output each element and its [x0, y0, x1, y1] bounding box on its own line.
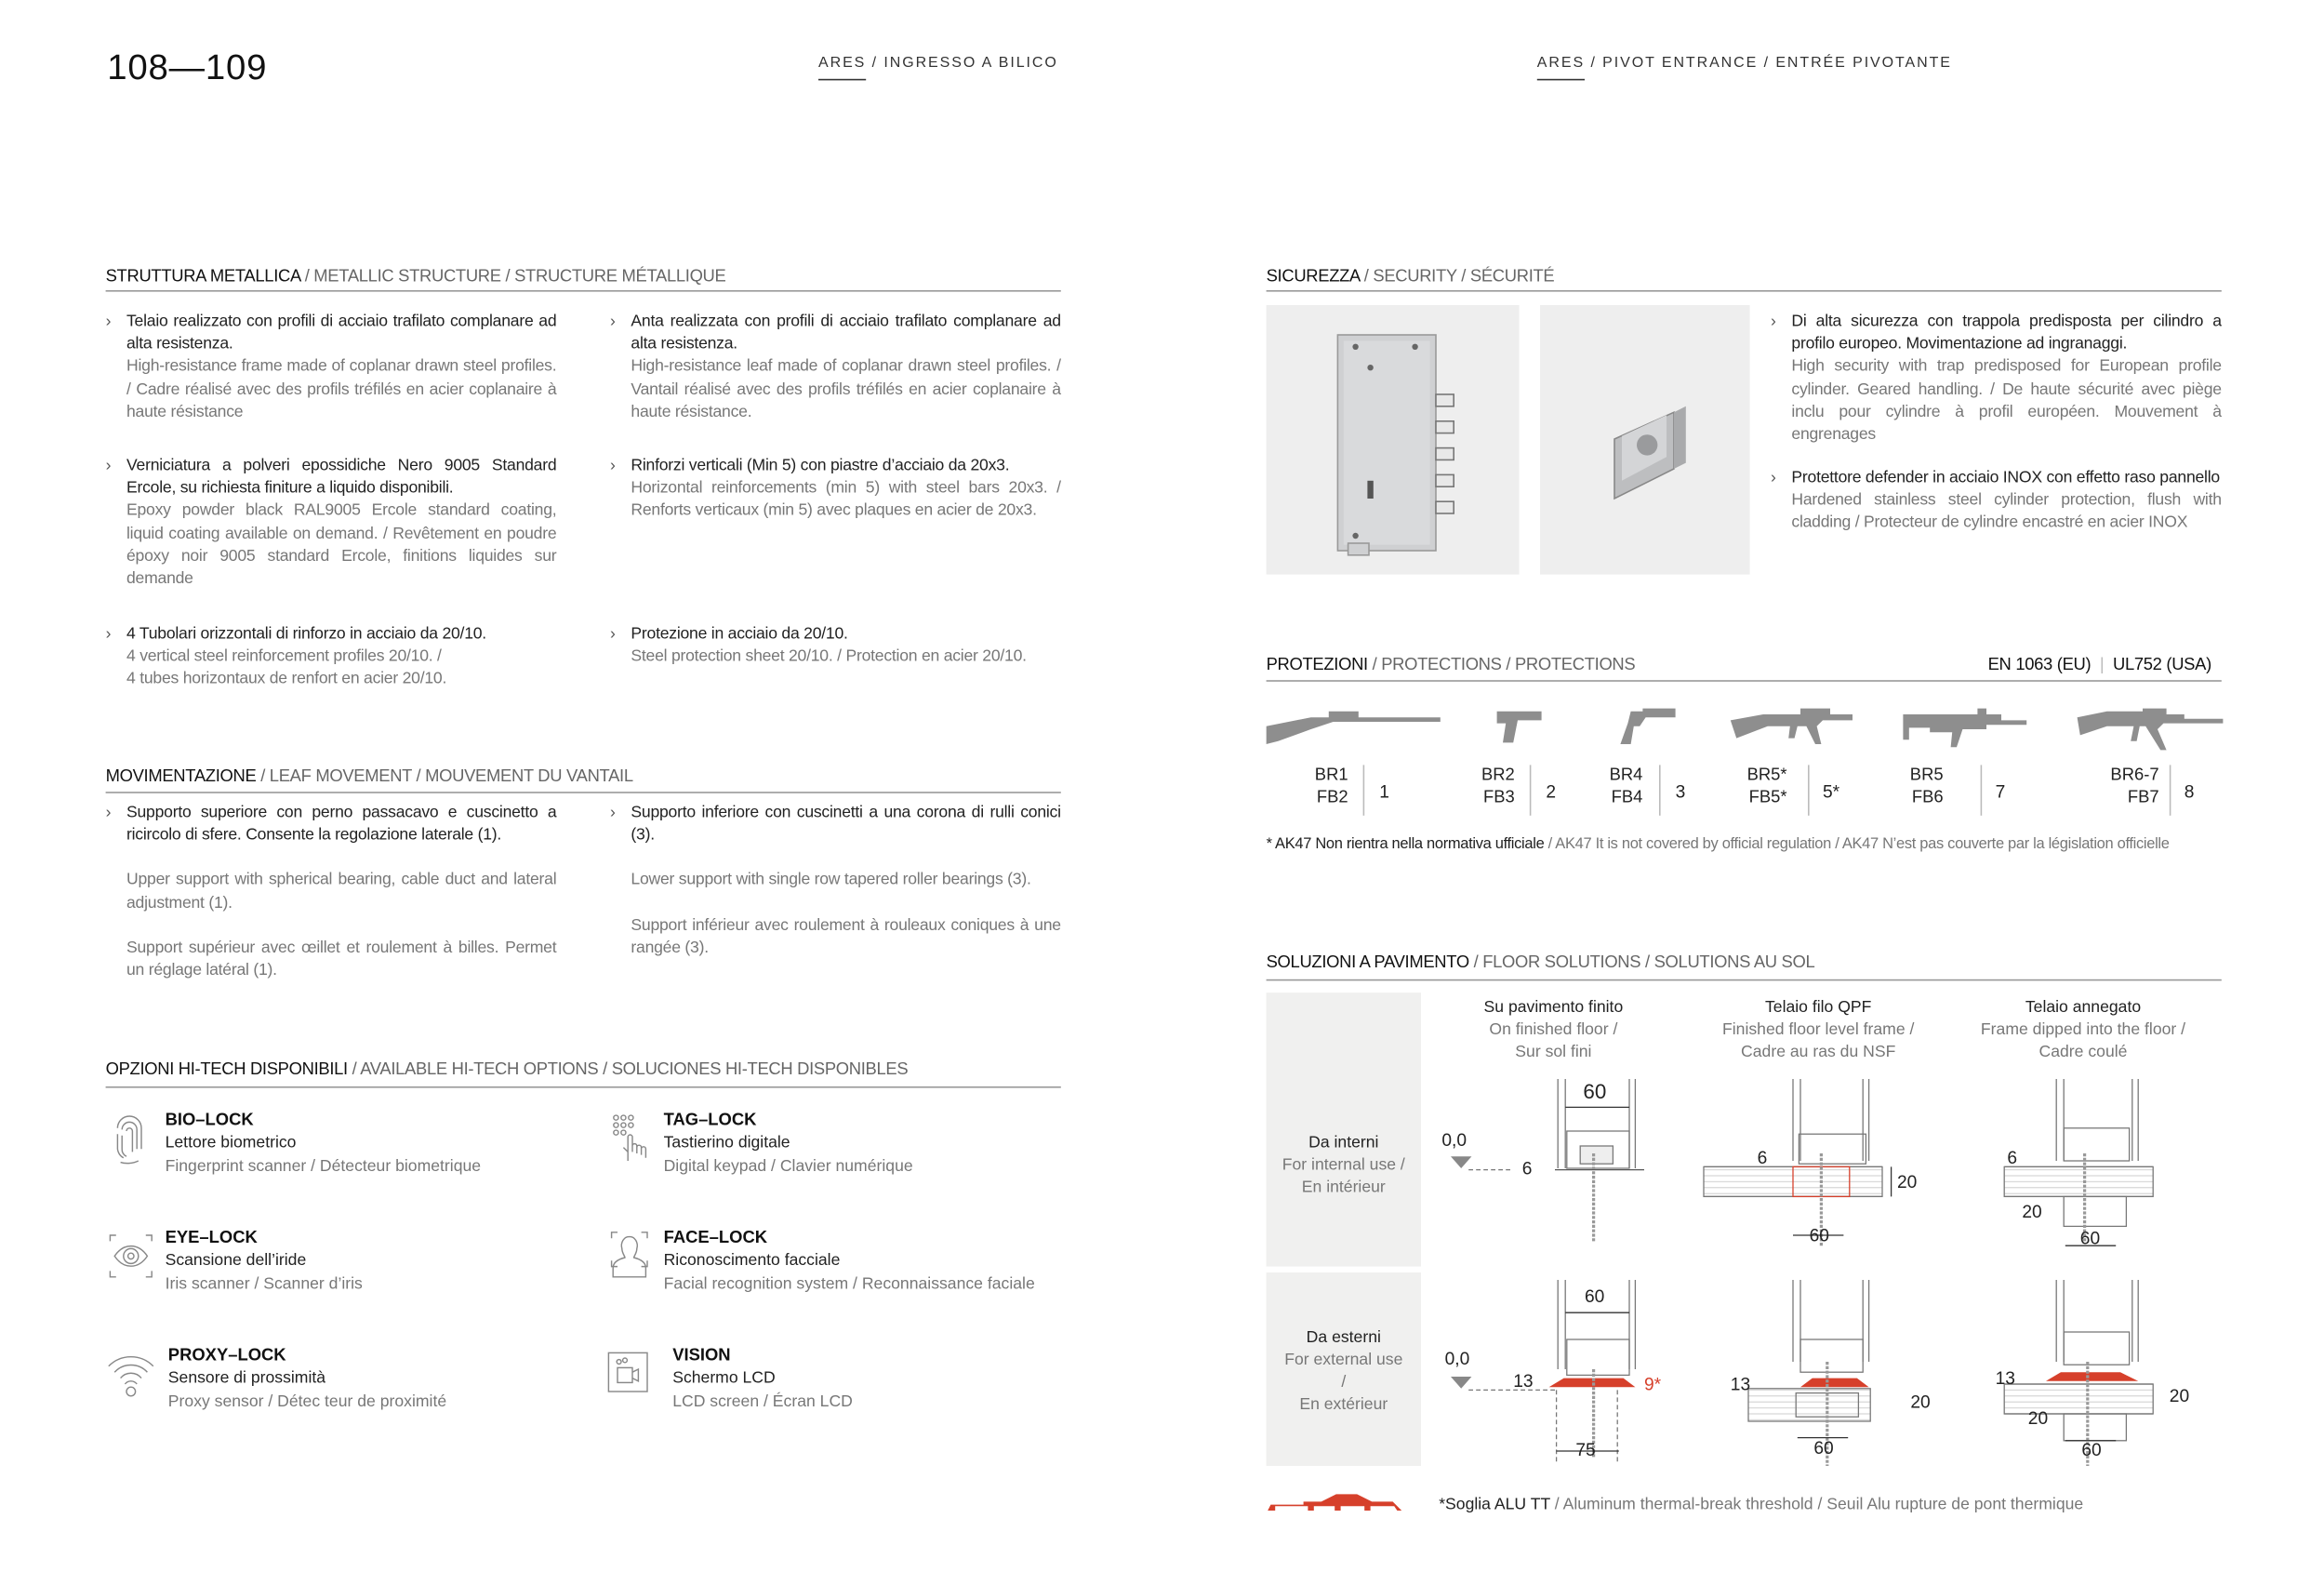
lcd-screen-icon [607, 1352, 649, 1393]
structure-item: › Rinforzi verticali (Min 5) con piastre d’acciaio da 20x3. Horizontal reinforcements (min 5) with steel bars 20x3. / Renforts verticaux (min 5) avec plaques en acier de 20x3. [610, 457, 1061, 521]
revolver-icon [1620, 709, 1675, 744]
proximity-icon [106, 1352, 156, 1399]
svg-text:13: 13 [1995, 1369, 2015, 1389]
chevron-right-icon: › [105, 313, 112, 331]
chevron-right-icon: › [105, 625, 112, 644]
svg-text:13: 13 [1513, 1372, 1534, 1392]
security-item: › Protettore defender in acciaio INOX con effetto raso pannello Hardened stainless steel cylinder protection, flush with cladding / Protecteur de cylindre encastré en acier INOX [1771, 469, 2222, 532]
chevron-right-icon: › [105, 457, 112, 475]
movement-item: › Supporto inferiore con cuscinetti a una corona di rulli conici (3). Lower support with single row tapered roller bearings (3). Support inférieur avec roulement à rouleaux coniques à une rangée (3). [610, 804, 1061, 957]
svg-text:6: 6 [2007, 1149, 2018, 1169]
drawing-external-finished [1445, 1280, 1662, 1464]
svg-text:75: 75 [1575, 1440, 1596, 1460]
hitech-option-vision: VISION Schermo LCD LCD screen / Écran LCD [607, 1345, 1054, 1419]
weapons-row [1267, 694, 2226, 753]
svg-text:20: 20 [2169, 1387, 2190, 1407]
structure-item: › Protezione in acciaio da 20/10. Steel protection sheet 20/10. / Protection en acier 20/10. [610, 625, 1027, 666]
row-label-internal: Da interni For internal use / En intérieur [1267, 992, 1421, 1266]
section-heading-protections: PROTEZIONI / PROTECTIONS / PROTECTIONS [1266, 656, 1636, 674]
eye-scan-icon [109, 1233, 153, 1278]
security-item: › Di alta sicurezza con trappola predisposta per cilindro a profilo europeo. Movimentazione ad ingranaggi. High security with trap predisposed for European profile cylinder. Geared handling. / De haute sécurité avec piège inclu pour cylindre à profil européen. Mouvement à engrenages [1771, 313, 2222, 444]
column-header: Telaio filo QPF Finished floor level frame / Cadre au ras du NSF [1722, 998, 1915, 1061]
drawing-internal-dipped [2004, 1079, 2153, 1249]
svg-text:60: 60 [2079, 1229, 2101, 1249]
lock-body-illustration [1267, 305, 1520, 575]
divider [1267, 979, 2222, 981]
column-header: Telaio annegato Frame dipped into the floor / Cadre coulé [1980, 998, 2186, 1061]
section-heading-hitech: OPZIONI HI-TECH DISPONIBILI / AVAILABLE HI-TECH OPTIONS / SOLUCIONES HI-TECH DISPONIBLES [105, 1060, 909, 1079]
svg-text:60: 60 [1583, 1079, 1607, 1103]
chevron-right-icon: › [610, 313, 616, 331]
section-heading-floor: SOLUZIONI A PAVIMENTO / FLOOR SOLUTIONS / SOLUTIONS AU SOL [1266, 953, 1815, 972]
movement-item: › Supporto superiore con perno passacavo e cuscinetto a ricircolo di sfere. Consente la regolazione laterale (1). Upper support with spherical bearing, cable duct and lateral adjustment (1). Support supérieur avec œillet et roulement à billes. Permet un réglage latéral (1). [105, 804, 557, 979]
structure-item: › Telaio realizzato con profili di acciaio trafilato complanare ad alta resistenza. High-resistance frame made of coplanar drawn steel profiles. / Cadre réalisé avec des profils tréfilés en acier coplanaire à haute résistance [105, 313, 557, 421]
hitech-option-eye-lock: EYE–LOCK Scansione dell’iride Iris scanner / Scanner d’iris [106, 1228, 552, 1302]
svg-text:60: 60 [1813, 1439, 1834, 1459]
divider [1267, 680, 2222, 682]
hitech-option-bio-lock: BIO–LOCK Lettore biometrico Fingerprint scanner / Détecteur biometrique [106, 1111, 552, 1185]
row-label-external: Da esterni For external use / En extérieur [1267, 1272, 1421, 1466]
floor-section-drawings [1421, 1072, 2224, 1473]
drawing-external-qpf [1731, 1280, 1931, 1466]
divider [106, 1086, 1061, 1088]
defender-illustration [1540, 305, 1750, 575]
svg-text:20: 20 [1897, 1172, 1918, 1192]
standards-label: EN 1063 (EU) | UL752 (USA) [1987, 656, 2211, 674]
face-scan-icon [610, 1231, 655, 1281]
svg-text:60: 60 [1585, 1287, 1605, 1307]
chevron-right-icon: › [610, 804, 616, 822]
column-header: Su pavimento finito On finished floor / Sur sol fini [1483, 998, 1624, 1061]
structure-item: › Anta realizzata con profili di acciaio trafilato complanare ad alta resistenza. High-resistance leaf made of coplanar drawn steel profiles. / Vantail réalisé avec des profils tréfilés en acier coplanaire à haute résistance. [610, 313, 1061, 421]
drawing-internal-finished [1441, 1079, 1644, 1243]
chevron-right-icon: › [610, 625, 616, 644]
structure-item: › 4 Tubolari orizzontali di rinforzo in acciaio da 20/10. 4 vertical steel reinforcement profiles 20/10. / 4 tubes horizontaux de renfort en acier 20/10. [105, 625, 486, 688]
section-heading-security: SICUREZZA / SECURITY / SÉCURITÉ [1266, 268, 1555, 286]
divider [1267, 290, 2222, 292]
divider [106, 290, 1061, 292]
section-heading-movement: MOVIMENTAZIONE / LEAF MOVEMENT / MOUVEMENT DU VANTAIL [105, 767, 633, 786]
svg-text:0,0: 0,0 [1441, 1131, 1467, 1151]
lock-mechanism-image [1267, 305, 1520, 575]
svg-text:20: 20 [2027, 1409, 2049, 1430]
threshold-legend: *Soglia ALU TT / Aluminum thermal-break threshold / Seuil Alu rupture de pont thermique [1439, 1496, 2084, 1514]
chevron-right-icon: › [105, 804, 112, 822]
hitech-option-tag-lock: TAG–LOCK Tastierino digitale Digital keypad / Clavier numérique [607, 1111, 1083, 1185]
svg-text:60: 60 [1809, 1226, 1829, 1246]
chevron-right-icon: › [1771, 313, 1776, 331]
ak47-icon [1731, 709, 1853, 744]
hitech-option-proxy-lock: PROXY–LOCK Sensore di prossimità Proxy sensor / Détec teur de proximité [106, 1345, 552, 1419]
rifle-scope-icon [1267, 712, 1441, 744]
chevron-right-icon: › [1771, 469, 1776, 487]
divider [106, 792, 1061, 793]
protection-classes: BR1 FB2 1 BR2 FB3 2 BR4 FB4 3 BR5* FB5* 5* BR5 FB6 7 BR6-7 FB7 8 [1267, 765, 2234, 819]
drawing-internal-qpf [1704, 1079, 1917, 1245]
cylinder-protector-image [1540, 305, 1750, 575]
page-numbers: 108—109 [107, 47, 268, 88]
section-heading-structure: STRUTTURA METALLICA / METALLIC STRUCTURE / STRUCTURE MÉTALLIQUE [105, 268, 726, 286]
svg-text:0,0: 0,0 [1444, 1350, 1470, 1370]
running-header-left: ARES / INGRESSO A BILICO [818, 55, 1058, 80]
submachine-gun-icon [1903, 709, 2026, 748]
drawing-external-dipped [1996, 1280, 2190, 1466]
svg-text:20: 20 [1910, 1392, 1931, 1413]
svg-text:6: 6 [1757, 1149, 1768, 1169]
svg-text:20: 20 [2022, 1202, 2042, 1222]
threshold-profile-icon [1267, 1491, 1403, 1518]
svg-text:60: 60 [2081, 1440, 2102, 1460]
svg-text:6: 6 [1521, 1159, 1533, 1179]
assault-rifle-icon [2078, 709, 2224, 751]
svg-text:9*: 9* [1644, 1375, 1662, 1395]
keypad-icon [610, 1113, 655, 1164]
svg-text:13: 13 [1730, 1375, 1751, 1395]
protections-footnote: * AK47 Non rientra nella normativa ufficiale / AK47 It is not covered by official regulation / AK47 N’est pas couverte par la législation officielle [1266, 836, 2170, 853]
structure-item: › Verniciatura a polveri epossidiche Nero 9005 Standard Ercole, su richiesta finiture a liquido disponibili. Epoxy powder black RAL9005 Ercole standard coating, liquid coating available on demand. / Revêtement en poudre époxy noir 9005 standard Ercole, finitions liquides sur demande [105, 457, 557, 589]
pistol-icon [1497, 712, 1542, 743]
fingerprint-icon [112, 1113, 147, 1167]
hitech-option-face-lock: FACE–LOCK Riconoscimento facciale Facial recognition system / Reconnaissance faciale [607, 1228, 1098, 1302]
chevron-right-icon: › [610, 457, 616, 475]
running-header-right: ARES / PIVOT ENTRANCE / ENTRÉE PIVOTANTE [1537, 55, 1952, 80]
